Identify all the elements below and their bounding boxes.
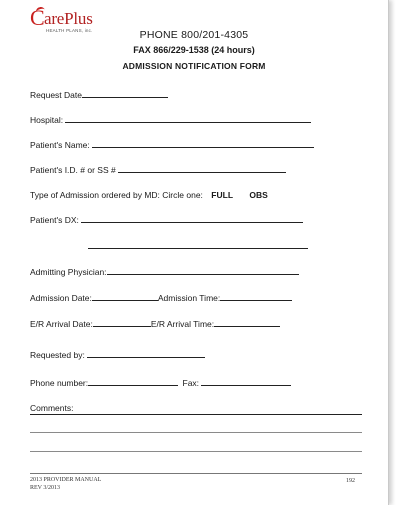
requested-by-blank[interactable]: [87, 349, 205, 358]
request-date-label: Request Date: [30, 90, 82, 100]
admission-obs-option[interactable]: OBS: [249, 190, 268, 200]
fax-blank[interactable]: [201, 377, 291, 386]
patient-dx-row: [30, 214, 303, 226]
request-date-blank[interactable]: [82, 89, 168, 98]
admitting-physician-row: [30, 266, 299, 278]
patient-name-label: Patient's Name:: [30, 140, 90, 150]
hospital-label: Hospital:: [30, 115, 64, 125]
er-arrival-date-label: E/R Arrival Date:: [30, 319, 93, 329]
comments-line-3[interactable]: [30, 451, 362, 452]
admitting-physician-label: Admitting Physician:: [30, 267, 107, 277]
patient-name-row: [30, 139, 314, 151]
comments-row: [30, 403, 73, 414]
logo-brand: arePlus: [44, 9, 93, 28]
page-number: 192: [346, 478, 355, 484]
admission-time-blank[interactable]: [220, 292, 292, 301]
admitting-physician-blank[interactable]: [107, 266, 299, 275]
er-arrival-time-label: E/R Arrival Time:: [150, 319, 215, 329]
logo-initial: C: [30, 5, 45, 30]
phone-number-blank[interactable]: [88, 377, 178, 386]
comments-line-2[interactable]: [30, 432, 362, 433]
header-phone: PHONE 800/201-4305: [139, 29, 249, 41]
patient-id-blank[interactable]: [118, 164, 286, 173]
fax-label: Fax:: [182, 378, 200, 388]
admission-type-row: [30, 190, 268, 201]
header-fax: FAX 866/229-1538 (24 hours): [133, 45, 255, 55]
admission-time-label: Admission Time:: [157, 293, 221, 303]
er-arrival-date-blank[interactable]: [93, 318, 151, 327]
admission-date-label: Admission Date:: [30, 293, 92, 303]
footer-divider: [30, 473, 362, 474]
hospital-blank[interactable]: [65, 114, 311, 123]
admission-full-option[interactable]: FULL: [211, 190, 234, 200]
comments-label: Comments:: [30, 403, 74, 413]
comments-line-1[interactable]: [30, 414, 362, 415]
patient-dx-row-2: [88, 240, 308, 252]
patient-dx-blank[interactable]: [81, 214, 303, 223]
admission-date-blank[interactable]: [92, 292, 158, 301]
requested-by-row: [30, 349, 205, 361]
er-arrival-time-blank[interactable]: [214, 318, 280, 327]
requested-by-label: Requested by:: [30, 350, 85, 360]
patient-name-blank[interactable]: [92, 139, 314, 148]
hospital-row: [30, 114, 311, 126]
request-date-row: [30, 89, 168, 101]
patient-dx-label: Patient's DX:: [30, 215, 79, 225]
footer-manual: 2013 PROVIDER MANUAL: [30, 477, 102, 483]
admission-date-row: [30, 292, 292, 304]
patient-dx-blank-2[interactable]: [88, 240, 308, 249]
logo-subtitle: HEALTH PLANS, inc.: [46, 28, 93, 33]
admission-type-label: Type of Admission ordered by MD: Circle one:: [30, 190, 203, 200]
patient-id-label: Patient's I.D. # or SS #: [30, 165, 116, 175]
form-title: ADMISSION NOTIFICATION FORM: [122, 61, 266, 71]
phone-number-label: Phone number:: [30, 378, 89, 388]
footer-revision: REV 3/2013: [30, 485, 61, 491]
patient-id-row: [30, 164, 286, 176]
er-arrival-row: [30, 318, 280, 330]
phone-fax-row: [30, 377, 291, 389]
